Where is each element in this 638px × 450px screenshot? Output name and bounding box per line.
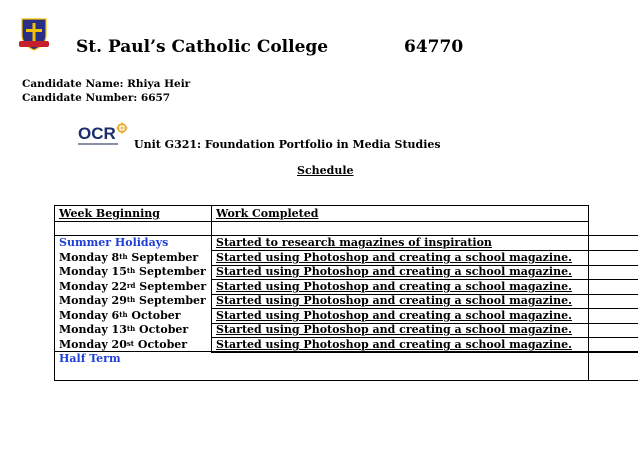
work-cell: Started using Photoshop and creating a school magazine. <box>216 294 572 307</box>
header-work-completed: Work Completed <box>216 207 319 220</box>
work-cell: Started using Photoshop and creating a school magazine. <box>216 251 572 264</box>
work-cell: Started using Photoshop and creating a school magazine. <box>216 309 572 322</box>
week-cell: Monday 22rd September <box>59 280 207 293</box>
work-cell: Started using Photoshop and creating a school magazine. <box>216 280 572 293</box>
week-cell: Monday 15th September <box>59 265 206 278</box>
centre-number: 64770 <box>404 37 464 57</box>
half-term-label: Half Term <box>59 352 121 365</box>
college-name: St. Paul’s Catholic College <box>76 37 329 57</box>
week-cell: Monday 20st October <box>59 338 188 351</box>
candidate-name: Candidate Name: Rhiya Heir <box>22 78 191 90</box>
week-cell: Summer Holidays <box>59 236 169 249</box>
school-crest-icon <box>19 17 49 51</box>
week-cell: Monday 13th October <box>59 323 189 336</box>
schedule-table <box>54 205 638 381</box>
candidate-number: Candidate Number: 6657 <box>22 92 171 104</box>
ocr-logo-icon <box>78 122 130 148</box>
work-cell: Started to research magazines of inspiration <box>216 236 492 249</box>
header-week-beginning: Week Beginning <box>59 207 160 220</box>
row-divider <box>211 352 638 353</box>
week-cell: Monday 29th September <box>59 294 206 307</box>
unit-title: Unit G321: Foundation Portfolio in Media Studies <box>134 138 441 151</box>
schedule-heading: Schedule <box>297 164 354 177</box>
work-cell: Started using Photoshop and creating a school magazine. <box>216 338 572 351</box>
week-cell: Monday 6th October <box>59 309 181 322</box>
work-cell: Started using Photoshop and creating a school magazine. <box>216 323 572 336</box>
work-cell: Started using Photoshop and creating a school magazine. <box>216 265 572 278</box>
week-cell: Monday 8th September <box>59 251 199 264</box>
svg-text:OCR: OCR <box>78 124 116 143</box>
